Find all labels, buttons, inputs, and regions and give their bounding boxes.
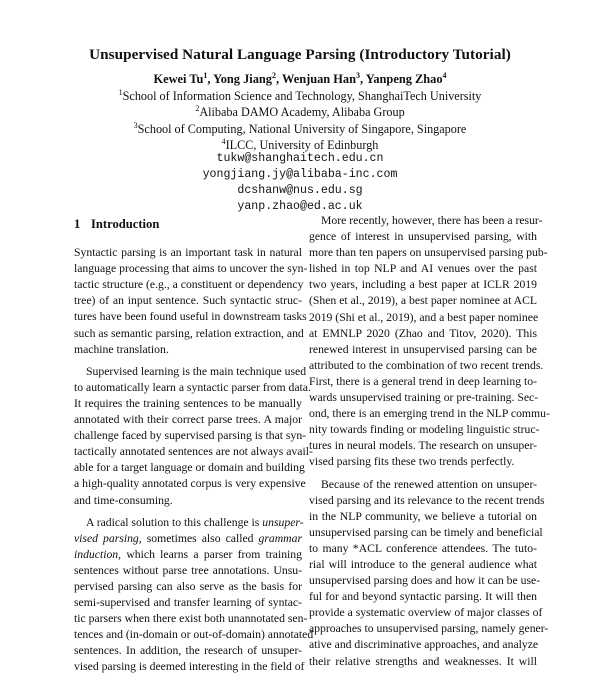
paragraph [309, 213, 550, 471]
affiliation-text: ILCC, University of Edinburgh [225, 137, 379, 152]
text-line: vised parsing fits these two trends perfectly. [309, 455, 515, 469]
text-line: machine translation. [74, 342, 169, 356]
affiliation-text: School of Information Science and Technology, ShanghaiTech University [122, 89, 482, 103]
affiliation [0, 104, 600, 120]
paragraph [74, 515, 314, 676]
affiliation-list [0, 88, 600, 153]
author-name: Yanpeng Zhao [365, 72, 443, 86]
affiliation-mark: 4 [221, 136, 226, 146]
text-line: and time-consuming. [74, 493, 173, 507]
text-line: More recently, however, there has been a resur- [321, 214, 543, 227]
paragraph [309, 477, 549, 670]
text-line: two years, including a best paper at ICLR 2019 [309, 278, 537, 292]
email: tukw@shanghaitech.edu.cn [216, 152, 384, 165]
text-line: nity towards finding or modeling linguistic struc- [309, 423, 540, 437]
email: yongjiang.jy@alibaba-inc.com [202, 167, 398, 181]
affiliation [0, 88, 600, 104]
section-heading [74, 216, 302, 232]
author-name: Kewei Tu [153, 72, 204, 86]
email: yanp.zhao@ed.ac.uk [237, 199, 363, 213]
text-line: Syntactic parsing is an important task in natural [74, 246, 302, 260]
emphasis: grammar [258, 531, 303, 545]
text-line: sentences. In addition, the research of unsuper- [74, 644, 302, 658]
text-line: more than ten papers on unsupervised parsing pub- [309, 246, 548, 260]
text-line: wards unsupervised training or pre-training. Sec- [309, 391, 539, 405]
text-run: , which learns a parser from training [118, 547, 302, 561]
text-line: tree) of an input sentence. Such syntactic struc- [74, 294, 302, 308]
text-line [74, 547, 302, 563]
text-line: sentences without parse tree annotations. Unsu- [74, 563, 302, 577]
text-line: attributed to the combination of two recent trends. [309, 358, 544, 372]
email-list [0, 151, 600, 215]
affiliation [0, 121, 600, 137]
paragraph [74, 364, 313, 509]
text-line: their relative strengths and weaknesses. It will [309, 654, 537, 668]
text-line: to many *ACL conference attendees. The tuto- [309, 541, 537, 555]
text-line: pervised parsing can also serve as the basis for [74, 579, 302, 593]
text-line: tactically annotated sentences are not always avail- [74, 445, 313, 459]
paragraph [74, 245, 308, 358]
text-line: ful for and beyond syntactic parsing. It will then [309, 590, 537, 604]
text-run: , sometimes also called [138, 531, 259, 545]
section-title: Introduction [91, 217, 160, 231]
text-line: rial will introduce to the general audience what [309, 557, 537, 571]
text-line: It requires the training sentences to be manually [74, 396, 302, 410]
text-line: vised parsing and its relevance to the recent trends [309, 493, 545, 507]
affiliation-mark: 2 [195, 104, 200, 114]
text-line [74, 531, 302, 547]
left-column [74, 213, 314, 676]
text-line: First, there is a general trend in deep learning to- [309, 374, 537, 388]
text-line: tures have been found useful in downstream tasks [74, 310, 307, 324]
text-line: approaches to unsupervised parsing, namely gener- [309, 622, 549, 636]
author-mark: 4 [442, 71, 447, 80]
author-separator: , [207, 72, 214, 86]
text-line: tactic structure (e.g., a constituent or dependency [74, 278, 304, 292]
text-line: tic parsers when there exist both unannotated sen- [74, 612, 308, 626]
text-run: A radical solution to this challenge is [86, 515, 263, 529]
text-line: a high-quality annotated corpus is very expensive [74, 477, 306, 491]
author-mark: 3 [356, 71, 361, 80]
paper-title: Unsupervised Natural Language Parsing (Introductory Tutorial) [89, 46, 511, 63]
author-mark: 2 [272, 71, 276, 80]
text-line: such as semantic parsing, relation extraction, and [74, 326, 304, 340]
affiliation-mark: 1 [118, 88, 123, 97]
text-line: Because of the renewed attention on unsuper- [321, 477, 537, 491]
text-line: provide a systematic overview of major classes of [309, 606, 543, 620]
text-line: Supervised learning is the main technique used [86, 364, 307, 378]
author-mark: 1 [203, 71, 208, 80]
section-number: 1 [74, 217, 81, 231]
author-name: Yong Jiang [213, 72, 272, 86]
emphasis: induction [74, 547, 119, 561]
text-line: unsupervised parsing can be timely and beneficial [309, 525, 543, 539]
text-line: vised parsing is deemed interesting in the field of [74, 660, 305, 674]
text-line: (Shen et al., 2019), a best paper nominee at ACL [309, 294, 537, 308]
text-line: in the NLP community, we believe a tutorial on [309, 509, 537, 523]
text-line [74, 515, 302, 531]
text-line: annotated with their correct parse trees. A major [74, 413, 302, 427]
text-line: language processing that aims to uncover the syn- [74, 262, 308, 276]
text-line: lished in top NLP and AI venues over the past [309, 262, 537, 276]
text-line: tures in neural models. The research on unsuper- [309, 439, 537, 453]
right-column [309, 213, 550, 670]
text-line: challenge faced by supervised parsing is that syn- [74, 429, 307, 443]
affiliation-text: School of Computing, National University of Singapore, Singapore [137, 121, 467, 136]
text-line: tences and (in-domain or out-of-domain) annotated [74, 628, 314, 642]
affiliation-mark: 3 [133, 120, 138, 130]
text-line: gence of interest in unsupervised parsing, with [309, 230, 537, 244]
text-line: 2019 (Shi et al., 2019), and a best paper nominee [309, 310, 539, 324]
author-separator: , [276, 72, 282, 86]
text-line: semi-supervised and transfer learning of syntac- [74, 596, 302, 610]
text-line: ond, there is an emerging trend in the NLP commu- [309, 407, 550, 421]
text-line: to automatically learn a syntactic parser from data. [74, 380, 311, 394]
text-line: ative and discriminative approaches, and analyze [309, 638, 539, 652]
emphasis: unsuper- [262, 515, 304, 529]
emphasis: vised parsing [74, 531, 139, 545]
author-list [0, 72, 600, 87]
email: dcshanw@nus.edu.sg [237, 183, 363, 197]
text-line: renewed interest in unsupervised parsing can be [309, 342, 537, 356]
affiliation-text: Alibaba DAMO Academy, Alibaba Group [199, 105, 405, 120]
text-line: unsupervised parsing does and how it can be use- [309, 574, 541, 588]
author-name: Wenjuan Han [281, 72, 357, 86]
text-line: able for a target language or domain and building [74, 461, 305, 475]
text-line: at EMNLP 2020 (Zhao and Titov, 2020). This [309, 326, 537, 340]
author-separator: , [360, 72, 366, 86]
